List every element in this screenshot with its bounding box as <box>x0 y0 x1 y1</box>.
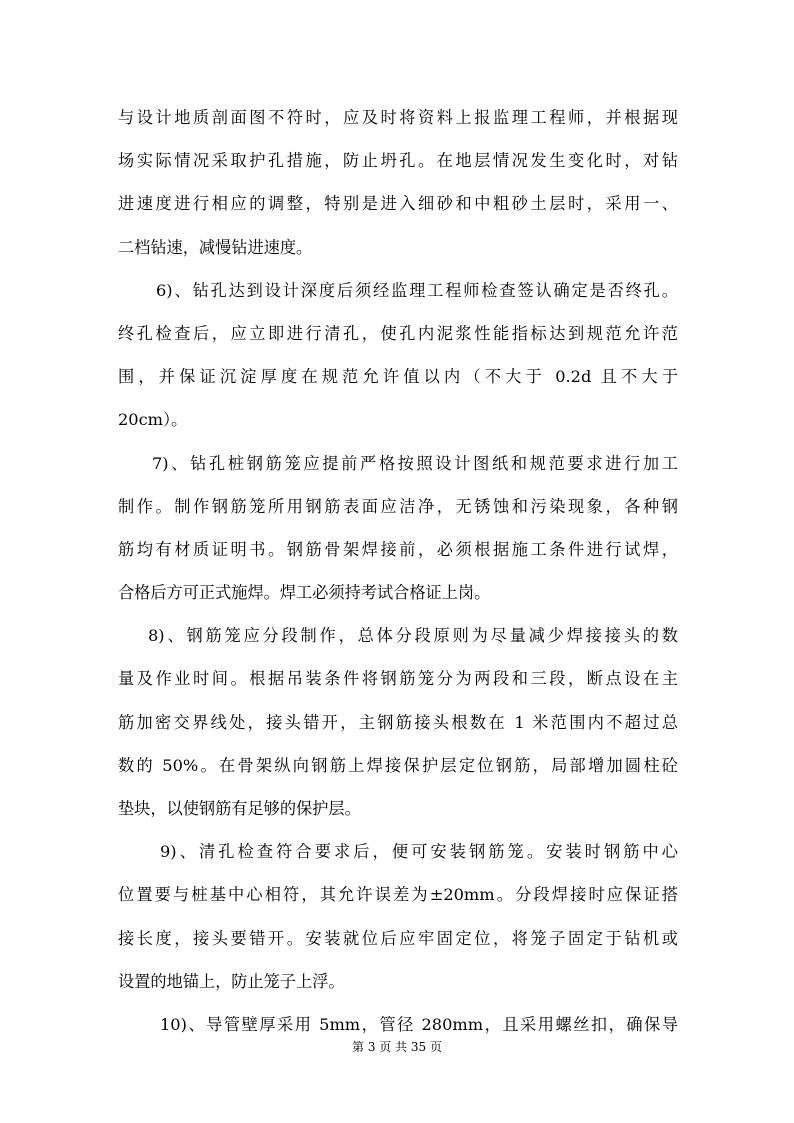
text-line: 量及作业时间。根据吊装条件将钢筋笼分为两段和三段，断点设在主 <box>118 669 678 689</box>
text-line: 进速度进行相应的调整，特别是进入细砂和中粗砂土层时，采用一、 <box>118 194 678 214</box>
text-line: 与设计地质剖面图不符时，应及时将资料上报监理工程师，并根据现 <box>118 108 678 127</box>
text-line: 20cm）。 <box>118 410 188 430</box>
text-line: 围，并保证沉淀厚度在规范允许值以内（不大于 0.2d 且不大于 <box>118 367 678 387</box>
paragraph-8-first-line: 8)、钢筋笼应分段制作，总体分段原则为尽量减少焊接接头的数 <box>148 626 678 646</box>
text-line: 设置的地锚上，防止笼子上浮。 <box>118 971 345 991</box>
text-line: 垫块，以使钢筋有足够的保护层。 <box>118 799 361 818</box>
page-footer: 第 3 页 共 35 页 <box>352 1040 442 1054</box>
text-line: 接长度，接头要错开。安装就位后应牢固定位，将笼子固定于钻机或 <box>118 928 678 948</box>
text-line: 数的 50%。在骨架纵向钢筋上焊接保护层定位钢筋，局部增加圆柱砼 <box>118 755 678 775</box>
body-text <box>118 96 678 1046</box>
text-line: 终孔检查后，应立即进行清孔，使孔内泥浆性能指标达到规范允许范 <box>118 323 678 343</box>
paragraph-6-first-line: 6)、钻孔达到设计深度后须经监理工程师检查签认确定是否终孔。 <box>156 280 678 300</box>
text-line: 二档钻速，减慢钻进速度。 <box>118 237 313 257</box>
text-line: 筋加密交界线处，接头错开，主钢筋接头根数在 1 米范围内不超过总 <box>118 712 678 732</box>
text-line: 合格后方可正式施焊。焊工必须持考试合格证上岗。 <box>118 583 491 603</box>
paragraph-10-first-line: 10)、导管壁厚采用 5mm，管径 280mm，且采用螺丝扣，确保导 <box>160 1014 678 1034</box>
text-line: 制作。制作钢筋笼所用钢筋表面应洁净，无锈蚀和污染现象，各种钢 <box>118 496 678 516</box>
paragraph-9-first-line: 9)、清孔检查符合要求后，便可安装钢筋笼。安装时钢筋中心 <box>160 842 678 862</box>
text-line: 场实际情况采取护孔措施，防止坍孔。在地层情况发生变化时，对钻 <box>118 151 678 171</box>
text-line: 筋均有材质证明书。钢筋骨架焊接前，必须根据施工条件进行试焊， <box>118 539 678 559</box>
text-line: 位置要与桩基中心相符，其允许误差为±20mm。分段焊接时应保证搭 <box>118 885 678 905</box>
paragraph-7-first-line: 7)、钻孔桩钢筋笼应提前严格按照设计图纸和规范要求进行加工 <box>152 453 678 473</box>
